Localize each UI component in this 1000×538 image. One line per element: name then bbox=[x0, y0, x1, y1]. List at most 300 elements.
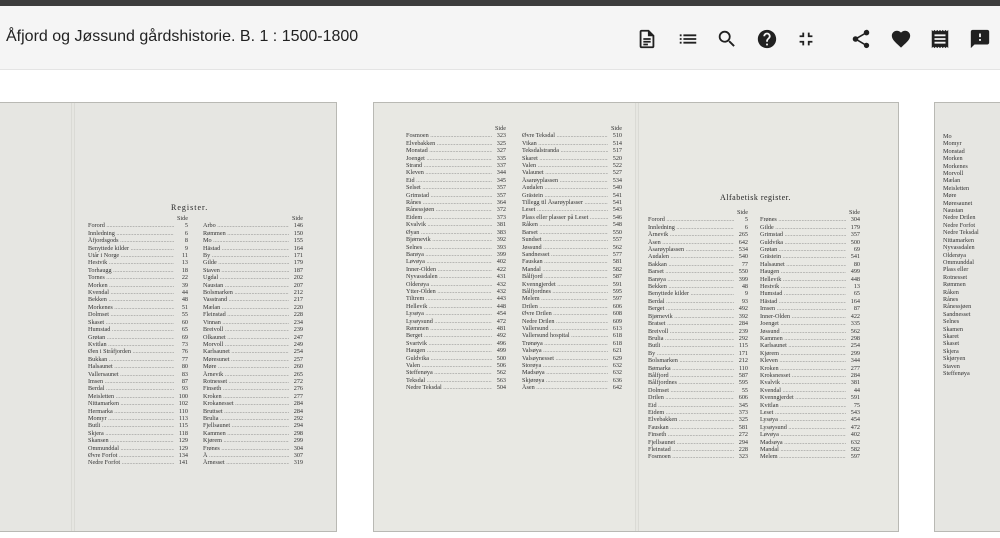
entry-name: Skaret bbox=[943, 332, 959, 340]
register-entry bbox=[406, 362, 506, 369]
register-entry bbox=[522, 332, 622, 339]
entry-page-number: 364 bbox=[496, 199, 506, 207]
entry-page-number: 632 bbox=[850, 438, 860, 446]
register-entry bbox=[88, 437, 188, 444]
entry-page-number: 265 bbox=[738, 231, 748, 239]
register-entry bbox=[648, 261, 748, 268]
entry-page-number: 272 bbox=[738, 431, 748, 439]
entry-page-number: 299 bbox=[293, 437, 303, 445]
entry-page-number: 534 bbox=[612, 176, 622, 184]
entry-page-number: 319 bbox=[293, 459, 303, 467]
register-entry bbox=[203, 245, 303, 252]
entry-name: Svartvik ..... bbox=[406, 340, 492, 347]
entry-page-number: 276 bbox=[293, 385, 303, 393]
entry-page-number: 499 bbox=[850, 268, 860, 276]
entry-page-number: 481 bbox=[496, 324, 506, 332]
register-entry bbox=[522, 377, 622, 384]
entry-page-number: 510 bbox=[612, 132, 622, 140]
entry-page-number: 562 bbox=[496, 369, 506, 377]
entry-page-number: 514 bbox=[612, 139, 622, 147]
entry-page-number: 540 bbox=[612, 184, 622, 192]
entry-name: Skaset ..... bbox=[88, 319, 174, 326]
entry-name: Olkaunet ..... bbox=[203, 334, 289, 341]
register-entry bbox=[760, 387, 860, 394]
register-entry bbox=[648, 350, 748, 357]
entry-name: Selnes bbox=[943, 318, 960, 326]
register-entry bbox=[406, 355, 506, 362]
entry-page-number: 587 bbox=[738, 371, 748, 379]
register-entry bbox=[88, 304, 188, 311]
entry-page-number: 335 bbox=[850, 320, 860, 328]
register-entry bbox=[760, 298, 860, 305]
register-entry bbox=[203, 274, 303, 281]
entry-name: Bålfjordnes ..... bbox=[522, 288, 608, 295]
entry-page-number: 118 bbox=[178, 429, 188, 437]
register-entry bbox=[203, 311, 303, 318]
register-entry bbox=[88, 311, 188, 318]
entry-name: Valen ..... bbox=[406, 362, 492, 369]
register-entry bbox=[203, 237, 303, 244]
register-entry bbox=[648, 283, 748, 290]
entry-page-number: 48 bbox=[181, 296, 188, 304]
entry-page-number: 543 bbox=[850, 408, 860, 416]
entry-name: Morkenes ..... bbox=[88, 304, 174, 311]
register-entry bbox=[760, 283, 860, 290]
entry-name: Rånessjøen ..... bbox=[406, 206, 492, 213]
entry-page-number: 381 bbox=[850, 379, 860, 387]
entry-name: Nittamarken ..... bbox=[88, 400, 174, 407]
entry-page-number: 8 bbox=[184, 237, 188, 245]
entry-name: Bekken ..... bbox=[88, 296, 174, 303]
entry-page-number: 629 bbox=[612, 354, 622, 362]
entry-name: Haugen ..... bbox=[760, 268, 846, 275]
entry-page-number: 202 bbox=[293, 274, 303, 282]
entry-name: Valaunet ..... bbox=[522, 169, 608, 176]
register-entry bbox=[406, 295, 506, 302]
entry-name: Kleven ..... bbox=[760, 357, 846, 364]
entry-name: Løvøya ..... bbox=[760, 431, 846, 438]
register-entry bbox=[522, 177, 622, 184]
entry-name: Hestvik ..... bbox=[760, 283, 846, 290]
entry-name: Joenget ..... bbox=[760, 320, 846, 327]
register-entry bbox=[648, 431, 748, 438]
register-entry bbox=[760, 268, 860, 275]
entry-name: Nedre Forfot bbox=[943, 221, 976, 229]
entry-page-number: 373 bbox=[738, 408, 748, 416]
side-label: Side bbox=[848, 209, 860, 216]
register-entry bbox=[406, 155, 506, 162]
entry-page-number: 345 bbox=[496, 176, 506, 184]
entry-page-number: 431 bbox=[496, 273, 506, 281]
entry-name: Plass eller plasser på Leset ..... bbox=[522, 214, 608, 221]
help-button[interactable] bbox=[754, 26, 780, 52]
exit-fullscreen-button[interactable] bbox=[793, 26, 819, 52]
register-entry bbox=[760, 379, 860, 386]
register-entry bbox=[203, 282, 303, 289]
entry-page-number: 141 bbox=[178, 459, 188, 467]
register-entry bbox=[760, 394, 860, 401]
entry-name: Åsen ..... bbox=[522, 384, 608, 391]
entry-page-number: 44 bbox=[181, 289, 188, 297]
entry-name: Audalen ..... bbox=[522, 184, 608, 191]
entry-name: Vinnan ..... bbox=[203, 319, 289, 326]
entry-page-number: 247 bbox=[293, 333, 303, 341]
register-entry bbox=[760, 342, 860, 349]
entry-page-number: 534 bbox=[738, 246, 748, 254]
entry-page-number: 402 bbox=[496, 258, 506, 266]
entry-name: Inner-Olden ..... bbox=[406, 266, 492, 273]
register-entry bbox=[88, 274, 188, 281]
entry-page-number: 399 bbox=[738, 275, 748, 283]
entry-name: Finseth ..... bbox=[648, 431, 734, 438]
register-entry bbox=[203, 334, 303, 341]
register-entry bbox=[88, 371, 188, 378]
entry-page-number: 93 bbox=[181, 385, 188, 393]
entry-name: Olderøya ..... bbox=[406, 281, 492, 288]
citation-button[interactable] bbox=[927, 26, 953, 52]
register-entry bbox=[760, 276, 860, 283]
entry-page-number: 357 bbox=[496, 184, 506, 192]
register-entry bbox=[203, 408, 303, 415]
entry-name: Kroken ..... bbox=[203, 393, 289, 400]
document-info-button[interactable] bbox=[634, 26, 660, 52]
register-entry bbox=[522, 281, 622, 288]
register-entry bbox=[760, 246, 860, 253]
entry-name: Åsarøyplassen ..... bbox=[522, 177, 608, 184]
entry-name: Plass eller bbox=[943, 266, 969, 274]
register-entry bbox=[88, 430, 188, 437]
register-entry bbox=[648, 424, 748, 431]
entry-name: Møresunet ..... bbox=[203, 356, 289, 363]
entry-page-number: 504 bbox=[496, 384, 506, 392]
list-icon bbox=[677, 28, 699, 50]
entry-page-number: 277 bbox=[850, 364, 860, 372]
entry-name: Torhaugg ..... bbox=[88, 267, 174, 274]
entry-page-number: 448 bbox=[850, 275, 860, 283]
entry-page-number: 284 bbox=[293, 407, 303, 415]
entry-page-number: 217 bbox=[293, 296, 303, 304]
entry-name: Kvitlan ..... bbox=[760, 402, 846, 409]
page-spread-right[interactable] bbox=[934, 102, 1000, 532]
entry-name: Kvenngjerdet ..... bbox=[760, 394, 846, 401]
entry-name: Bømarka ..... bbox=[648, 365, 734, 372]
page-spread-left[interactable] bbox=[0, 102, 337, 532]
page-spread-center[interactable] bbox=[373, 102, 899, 532]
register-entry bbox=[760, 365, 860, 372]
entry-page-number: 597 bbox=[612, 295, 622, 303]
register-entry bbox=[88, 356, 188, 363]
entry-name: Grimstad ..... bbox=[406, 192, 492, 199]
entry-name: Lysøya ..... bbox=[760, 416, 846, 423]
entry-page-number: 591 bbox=[612, 280, 622, 288]
entry-page-number: 632 bbox=[612, 362, 622, 369]
register-entry bbox=[648, 379, 748, 386]
entry-name: Kroksnesset ..... bbox=[760, 372, 846, 379]
register-column-right bbox=[522, 125, 622, 392]
entry-page-number: 55 bbox=[181, 311, 188, 319]
register-entry bbox=[203, 341, 303, 348]
register-entry bbox=[406, 332, 506, 339]
entry-page-number: 187 bbox=[293, 266, 303, 274]
entry-page-number: 472 bbox=[496, 317, 506, 325]
register-entry bbox=[760, 446, 860, 453]
entry-page-number: 265 bbox=[293, 370, 303, 378]
entry-name: Bukkan ..... bbox=[88, 356, 174, 363]
entry-page-number: 492 bbox=[496, 332, 506, 340]
entry-name: Bruttset ..... bbox=[203, 408, 289, 415]
entry-name: Kvalvik ..... bbox=[760, 379, 846, 386]
entry-page-number: 6 bbox=[744, 223, 748, 231]
register-entry bbox=[760, 320, 860, 327]
register-entry bbox=[648, 357, 748, 364]
entry-page-number: 18 bbox=[181, 266, 188, 274]
register-entry bbox=[88, 222, 188, 229]
entry-page-number: 606 bbox=[612, 302, 622, 310]
entry-page-number: 75 bbox=[853, 401, 860, 409]
alphabetical-register-heading: Alfabetisk register. bbox=[720, 193, 791, 202]
entry-page-number: 44 bbox=[853, 386, 860, 394]
entry-page-number: 582 bbox=[850, 446, 860, 453]
entry-page-number: 83 bbox=[181, 370, 188, 378]
register-entry bbox=[203, 378, 303, 385]
register-entry bbox=[522, 199, 622, 206]
share-button[interactable] bbox=[848, 26, 874, 52]
entry-name: Madsøya ..... bbox=[760, 439, 846, 446]
entry-name: Årnevik ..... bbox=[203, 371, 289, 378]
register-entry bbox=[203, 252, 303, 259]
entry-page-number: 284 bbox=[738, 320, 748, 328]
register-entry bbox=[522, 303, 622, 310]
entry-page-number: 541 bbox=[850, 253, 860, 261]
entry-page-number: 562 bbox=[850, 327, 860, 335]
register-entry bbox=[88, 385, 188, 392]
entry-name: Kroken ..... bbox=[760, 365, 846, 372]
favorite-button[interactable] bbox=[888, 26, 914, 52]
register-entry bbox=[648, 253, 748, 260]
entry-name: Selset ..... bbox=[406, 184, 492, 191]
register-entry bbox=[522, 169, 622, 176]
entry-name: Grøtan ..... bbox=[760, 246, 846, 253]
register-entry bbox=[648, 387, 748, 394]
entry-page-number: 51 bbox=[181, 303, 188, 311]
register-entry bbox=[203, 437, 303, 444]
entry-name: Halsaunet ..... bbox=[88, 363, 174, 370]
entry-name: Rømmen ..... bbox=[406, 325, 492, 332]
entry-name: Imsen ..... bbox=[88, 378, 174, 385]
entry-page-number: 392 bbox=[496, 236, 506, 244]
entry-page-number: 399 bbox=[496, 250, 506, 258]
entry-name: Mandal ..... bbox=[760, 446, 846, 453]
entry-name: Butli ..... bbox=[648, 342, 734, 349]
entry-name: Morken bbox=[943, 155, 963, 163]
entry-page-number: 517 bbox=[612, 147, 622, 155]
entry-name: Barset ..... bbox=[648, 268, 734, 275]
entry-name: Lysøysund ..... bbox=[406, 318, 492, 325]
register-entry bbox=[760, 290, 860, 297]
register-entry bbox=[648, 416, 748, 423]
entry-name: Teksdalstranda ..... bbox=[522, 147, 608, 154]
entry-page-number: 522 bbox=[612, 162, 622, 170]
entry-page-number: 546 bbox=[612, 213, 622, 221]
entry-page-number: 562 bbox=[612, 243, 622, 251]
entry-name: Mo bbox=[943, 133, 952, 140]
entry-page-number: 254 bbox=[293, 348, 303, 356]
entry-name: Selnes ..... bbox=[406, 244, 492, 251]
register-entry bbox=[648, 409, 748, 416]
entry-page-number: 454 bbox=[850, 416, 860, 424]
entry-name: Rotnesset ..... bbox=[203, 378, 289, 385]
register-entry bbox=[522, 347, 622, 354]
entry-name: Kvendal ..... bbox=[760, 387, 846, 394]
entry-page-number: 22 bbox=[181, 274, 188, 282]
entry-name: Utår i Norge ..... bbox=[88, 252, 174, 259]
register-entry bbox=[760, 357, 860, 364]
entry-name: Storøya ..... bbox=[522, 362, 608, 369]
entry-name: Vallersund ..... bbox=[522, 325, 608, 332]
entry-name: Grøtan ..... bbox=[88, 334, 174, 341]
register-entry bbox=[88, 400, 188, 407]
entry-name: Arbo ..... bbox=[203, 222, 289, 229]
alphabetical-column-1 bbox=[648, 209, 748, 461]
entry-name: Innledning ..... bbox=[88, 230, 174, 237]
entry-page-number: 277 bbox=[293, 392, 303, 400]
entry-page-number: 9 bbox=[744, 290, 748, 298]
register-entry bbox=[760, 372, 860, 379]
entry-name: Gilde ..... bbox=[760, 224, 846, 231]
entry-name: Steffenøya bbox=[943, 370, 970, 377]
entry-name: Øen i Stråfjorden ..... bbox=[88, 348, 174, 355]
entry-name: Momyr ..... bbox=[88, 415, 174, 422]
register-entry bbox=[88, 289, 188, 296]
entry-name: Fleinstad ..... bbox=[648, 446, 734, 453]
register-entry bbox=[760, 431, 860, 438]
register-entry bbox=[648, 313, 748, 320]
entry-name: Berdal ..... bbox=[648, 298, 734, 305]
entry-name: Nyvassdalen bbox=[943, 244, 975, 252]
entry-page-number: 372 bbox=[496, 206, 506, 214]
register-entry bbox=[203, 319, 303, 326]
entry-name: Karlsaunet ..... bbox=[203, 348, 289, 355]
register-entry bbox=[760, 409, 860, 416]
entry-page-number: 642 bbox=[612, 384, 622, 392]
register-entry bbox=[203, 393, 303, 400]
register-entry bbox=[522, 192, 622, 199]
entry-page-number: 323 bbox=[496, 132, 506, 140]
register-entry bbox=[406, 266, 506, 273]
register-entry bbox=[760, 239, 860, 246]
entry-page-number: 298 bbox=[293, 429, 303, 437]
share-icon bbox=[850, 28, 872, 50]
entry-page-number: 344 bbox=[850, 357, 860, 365]
entry-page-number: 500 bbox=[496, 354, 506, 362]
register-entry bbox=[203, 356, 303, 363]
register-entry bbox=[203, 363, 303, 370]
register-entry bbox=[88, 259, 188, 266]
register-entry bbox=[648, 365, 748, 372]
entry-name: Nedre Drilen ..... bbox=[522, 318, 608, 325]
entry-page-number: 129 bbox=[178, 444, 188, 452]
search-button[interactable] bbox=[714, 26, 740, 52]
register-entry bbox=[88, 319, 188, 326]
entry-name: Drilen ..... bbox=[648, 394, 734, 401]
register-entry bbox=[406, 214, 506, 221]
entry-page-number: 164 bbox=[293, 244, 303, 252]
page-viewer[interactable] bbox=[0, 71, 1000, 538]
register-entry bbox=[648, 246, 748, 253]
entry-name: Meisletten ..... bbox=[88, 393, 174, 400]
entry-page-number: 582 bbox=[612, 265, 622, 273]
entry-name: Møre bbox=[943, 192, 957, 200]
entry-page-number: 609 bbox=[612, 317, 622, 325]
entry-page-number: 146 bbox=[293, 222, 303, 230]
register-entry bbox=[88, 245, 188, 252]
entry-name: Skansen ..... bbox=[88, 437, 174, 444]
register-entry bbox=[88, 408, 188, 415]
register-entry bbox=[522, 273, 622, 280]
entry-page-number: 171 bbox=[293, 252, 303, 260]
register-entry bbox=[760, 231, 860, 238]
entry-page-number: 249 bbox=[293, 340, 303, 348]
entry-page-number: 345 bbox=[738, 401, 748, 409]
register-heading: Register. bbox=[171, 203, 209, 212]
register-entry bbox=[406, 384, 506, 391]
register-entry bbox=[406, 340, 506, 347]
entry-page-number: 563 bbox=[496, 376, 506, 384]
entry-name: Skaret ..... bbox=[522, 155, 608, 162]
entry-page-number: 454 bbox=[496, 310, 506, 318]
entry-page-number: 581 bbox=[612, 258, 622, 266]
entry-name: Vasstrand ..... bbox=[203, 296, 289, 303]
side-label: Side bbox=[291, 215, 303, 222]
register-entry bbox=[648, 342, 748, 349]
entry-page-number: 73 bbox=[181, 340, 188, 348]
entry-name: Bålfjord ..... bbox=[648, 372, 734, 379]
register-entry bbox=[406, 251, 506, 258]
entry-page-number: 212 bbox=[293, 289, 303, 297]
entry-page-number: 432 bbox=[496, 280, 506, 288]
entry-page-number: 506 bbox=[496, 362, 506, 369]
entry-name: Innledning ..... bbox=[648, 224, 734, 231]
entry-name: Åsen ..... bbox=[648, 239, 734, 246]
register-entry bbox=[406, 236, 506, 243]
entry-page-number: 597 bbox=[850, 453, 860, 461]
register-entry bbox=[648, 231, 748, 238]
entry-name: Kjørem ..... bbox=[203, 437, 289, 444]
help-icon bbox=[756, 28, 778, 50]
entry-name: Bratset ..... bbox=[648, 320, 734, 327]
register-entry bbox=[522, 244, 622, 251]
entry-name: Mandal ..... bbox=[522, 266, 608, 273]
contents-list-button[interactable] bbox=[675, 26, 701, 52]
entry-name: Øyan ..... bbox=[406, 229, 492, 236]
register-entry bbox=[203, 459, 303, 466]
register-entry bbox=[203, 289, 303, 296]
entry-page-number: 77 bbox=[741, 260, 748, 268]
register-entry bbox=[760, 416, 860, 423]
register-entry bbox=[406, 303, 506, 310]
entry-name: Berget ..... bbox=[648, 305, 734, 312]
entry-page-number: 577 bbox=[612, 250, 622, 258]
entry-page-number: 65 bbox=[181, 326, 188, 334]
entry-name: Åfjordsgods ..... bbox=[88, 237, 174, 244]
feedback-button[interactable] bbox=[967, 26, 993, 52]
entry-page-number: 422 bbox=[496, 265, 506, 273]
entry-name: Naustan bbox=[943, 207, 964, 215]
register-entry bbox=[406, 221, 506, 228]
entry-page-number: 5 bbox=[184, 222, 188, 230]
entry-page-number: 155 bbox=[293, 237, 303, 245]
register-entry bbox=[88, 326, 188, 333]
